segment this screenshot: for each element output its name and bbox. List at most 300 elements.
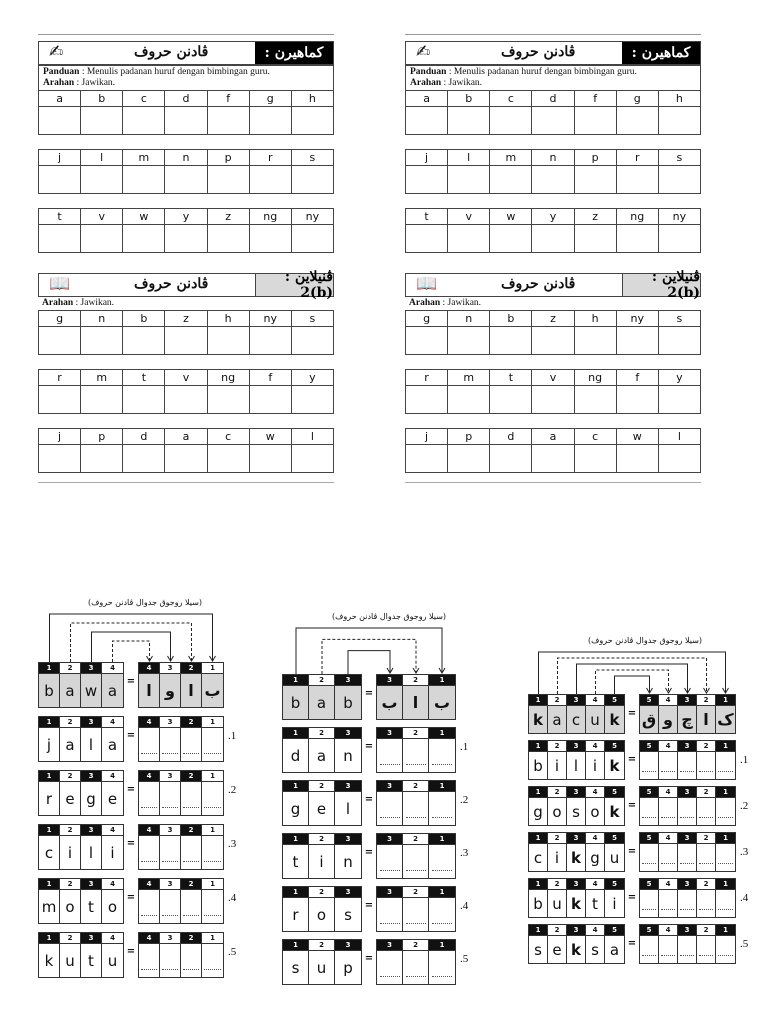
answer-cell[interactable] bbox=[249, 386, 291, 414]
letter-cell: l bbox=[291, 429, 333, 445]
answer-cell[interactable] bbox=[123, 386, 165, 414]
rumi-word-block bbox=[282, 674, 362, 720]
cell-number: 3 bbox=[678, 833, 696, 844]
answer-cell[interactable] bbox=[291, 386, 333, 414]
letter-cell: l bbox=[658, 429, 700, 445]
letter-cell: z bbox=[532, 311, 574, 327]
jawi-answer-cell[interactable] bbox=[160, 836, 180, 869]
answer-cell[interactable] bbox=[81, 386, 123, 414]
cell-number: 4 bbox=[102, 933, 123, 944]
jawi-worksheet-5-letters bbox=[528, 636, 763, 1016]
section2-grid bbox=[405, 310, 701, 473]
letter-cell: t bbox=[39, 209, 81, 225]
answer-cell[interactable] bbox=[165, 107, 207, 135]
letter-cell: k bbox=[529, 706, 547, 733]
letter-cell: g bbox=[39, 311, 81, 327]
letter-cell: p bbox=[81, 429, 123, 445]
letter-cell: o bbox=[65, 897, 75, 916]
answer-cell[interactable] bbox=[490, 166, 532, 194]
section2-title: ڤادنن حروف bbox=[501, 276, 576, 292]
answer-cell[interactable] bbox=[532, 386, 574, 414]
answer-cell[interactable] bbox=[39, 386, 81, 414]
letter-cell: p bbox=[448, 429, 490, 445]
answer-cell[interactable] bbox=[39, 107, 81, 135]
jawi-word-block bbox=[376, 674, 456, 720]
rumi-word-block bbox=[282, 780, 362, 826]
answer-cell[interactable] bbox=[448, 225, 490, 253]
jawi-answer-cell[interactable] bbox=[403, 845, 428, 878]
answer-cell[interactable] bbox=[165, 166, 207, 194]
answer-cell[interactable] bbox=[406, 327, 448, 355]
answer-cell[interactable] bbox=[532, 225, 574, 253]
mirror-arrow bbox=[322, 639, 416, 674]
answer-cell[interactable] bbox=[39, 327, 81, 355]
letter-cell: f bbox=[616, 370, 658, 386]
cell-number: 1 bbox=[529, 879, 547, 890]
rumi-word-block bbox=[528, 878, 625, 918]
cell-number: 1 bbox=[202, 771, 223, 782]
answer-cell[interactable] bbox=[658, 386, 700, 414]
jawi-answer-cell[interactable] bbox=[659, 936, 677, 963]
jawi-answer-cell[interactable] bbox=[377, 739, 402, 772]
jawi-answer-cell[interactable] bbox=[640, 890, 658, 917]
cell-number: 4 bbox=[139, 717, 159, 728]
rumi-word-block bbox=[528, 832, 625, 872]
answer-cell[interactable] bbox=[291, 107, 333, 135]
letter-cell: m bbox=[123, 150, 165, 166]
cell-number: 2 bbox=[403, 834, 428, 845]
answer-cell[interactable] bbox=[490, 445, 532, 473]
equals-sign: = bbox=[364, 741, 374, 752]
jawi-answer-cell[interactable] bbox=[160, 944, 180, 977]
cell-number: 2 bbox=[309, 781, 334, 792]
cell-number: 3 bbox=[678, 787, 696, 798]
exercise-row bbox=[528, 786, 748, 826]
answer-cell[interactable] bbox=[574, 225, 616, 253]
answer-cell[interactable] bbox=[490, 225, 532, 253]
cell-number: 2 bbox=[697, 833, 715, 844]
jawi-answer-cell[interactable] bbox=[659, 890, 677, 917]
cell-number: 2 bbox=[181, 825, 201, 836]
section2-badge: ڤنيلاين : (b)2 bbox=[622, 274, 700, 296]
jawi-answer-cell[interactable] bbox=[403, 792, 428, 825]
letter-table bbox=[38, 208, 334, 253]
equals-sign: = bbox=[627, 938, 637, 949]
letter-cell: j bbox=[39, 150, 81, 166]
letter-cell: m bbox=[490, 150, 532, 166]
jawi-answer-block bbox=[639, 740, 736, 780]
letter-cell: l bbox=[448, 150, 490, 166]
answer-cell[interactable] bbox=[574, 386, 616, 414]
answer-cell[interactable] bbox=[490, 327, 532, 355]
letter-cell: g bbox=[290, 799, 301, 818]
jawi-answer-cell[interactable] bbox=[659, 752, 677, 779]
jawi-answer-cell[interactable] bbox=[202, 944, 223, 977]
jawi-answer-cell[interactable] bbox=[678, 890, 696, 917]
answer-cell[interactable] bbox=[574, 327, 616, 355]
jawi-answer-cell[interactable] bbox=[659, 844, 677, 871]
cell-number: 1 bbox=[429, 834, 455, 845]
cell-number: 1 bbox=[39, 879, 59, 890]
jawi-answer-cell[interactable] bbox=[716, 844, 735, 871]
section2-header bbox=[38, 269, 334, 301]
cell-number: 4 bbox=[102, 771, 123, 782]
letter-cell: h bbox=[658, 91, 700, 107]
letter-cell: n bbox=[343, 746, 353, 765]
jawi-answer-cell[interactable] bbox=[181, 944, 201, 977]
cell-number: 4 bbox=[102, 825, 123, 836]
answer-cell[interactable] bbox=[448, 107, 490, 135]
equals-sign: = bbox=[364, 794, 374, 805]
exercise-row bbox=[38, 716, 236, 762]
letter-cell: a bbox=[406, 91, 448, 107]
answer-cell[interactable] bbox=[207, 386, 249, 414]
jawi-answer-cell[interactable] bbox=[678, 798, 696, 825]
letter-cell: t bbox=[123, 370, 165, 386]
answer-cell[interactable] bbox=[658, 166, 700, 194]
answer-cell[interactable] bbox=[39, 445, 81, 473]
letter-cell: r bbox=[292, 905, 299, 924]
jawi-answer-cell[interactable] bbox=[403, 951, 428, 984]
rumi-word-block bbox=[38, 878, 124, 924]
cell-number: 1 bbox=[529, 787, 547, 798]
mirror-arrow bbox=[615, 676, 650, 694]
answer-cell[interactable] bbox=[291, 327, 333, 355]
answer-cell[interactable] bbox=[616, 166, 658, 194]
item-number: .3 bbox=[228, 838, 237, 850]
jawi-answer-cell[interactable] bbox=[139, 890, 159, 923]
cell-number: 4 bbox=[586, 741, 604, 752]
answer-cell[interactable] bbox=[532, 166, 574, 194]
arrow-head bbox=[413, 668, 419, 673]
jawi-answer-cell[interactable] bbox=[181, 836, 201, 869]
cell-number: 2 bbox=[181, 933, 201, 944]
book-icon: 📖 bbox=[49, 274, 71, 294]
jawi-answer-cell[interactable] bbox=[697, 752, 715, 779]
mirror-arrows bbox=[528, 648, 736, 694]
jawi-answer-cell[interactable] bbox=[697, 798, 715, 825]
cell-number: 2 bbox=[697, 695, 715, 706]
answer-cell[interactable] bbox=[574, 445, 616, 473]
cell-number: 1 bbox=[529, 833, 547, 844]
letter-cell: a bbox=[309, 686, 334, 719]
letter-cell: e bbox=[65, 789, 75, 808]
jawi-answer-cell[interactable] bbox=[181, 782, 201, 815]
answer-cell[interactable] bbox=[123, 225, 165, 253]
answer-cell[interactable] bbox=[406, 445, 448, 473]
cell-number: 2 bbox=[403, 940, 428, 951]
jawi-answer-cell[interactable] bbox=[697, 936, 715, 963]
answer-cell[interactable] bbox=[448, 445, 490, 473]
jawi-answer-cell[interactable] bbox=[678, 844, 696, 871]
answer-cell[interactable] bbox=[291, 225, 333, 253]
exercise-row bbox=[282, 780, 468, 826]
letter-cell: j bbox=[406, 429, 448, 445]
equals-sign: = bbox=[364, 953, 374, 964]
letter-cell: b bbox=[490, 311, 532, 327]
cell-number: 3 bbox=[160, 879, 180, 890]
jawi-answer-cell[interactable] bbox=[139, 944, 159, 977]
jawi-answer-cell[interactable] bbox=[429, 951, 455, 984]
cell-number: 1 bbox=[283, 675, 308, 686]
letter-cell: g bbox=[590, 848, 600, 867]
jawi-answer-block bbox=[138, 716, 224, 762]
jawi-answer-cell[interactable] bbox=[403, 739, 428, 772]
answer-cell[interactable] bbox=[616, 225, 658, 253]
letter-cell: ا bbox=[697, 706, 715, 733]
letter-cell: w bbox=[616, 429, 658, 445]
cell-number: 2 bbox=[60, 933, 80, 944]
cell-number: 3 bbox=[567, 833, 585, 844]
answer-cell[interactable] bbox=[81, 327, 123, 355]
jawi-answer-cell[interactable] bbox=[181, 890, 201, 923]
letter-cell: e bbox=[552, 940, 562, 959]
letter-cell: b bbox=[533, 756, 543, 775]
answer-cell[interactable] bbox=[406, 225, 448, 253]
answer-cell[interactable] bbox=[291, 166, 333, 194]
answer-cell[interactable] bbox=[249, 107, 291, 135]
letter-cell: k bbox=[571, 894, 581, 913]
jawi-answer-cell[interactable] bbox=[377, 792, 402, 825]
answer-cell[interactable] bbox=[207, 445, 249, 473]
answer-cell[interactable] bbox=[123, 327, 165, 355]
letter-cell: d bbox=[165, 91, 207, 107]
exercise-row bbox=[282, 833, 468, 879]
answer-cell[interactable] bbox=[165, 386, 207, 414]
section2-badge: ڤنيلاين : (b)2 bbox=[255, 274, 333, 296]
jawi-answer-cell[interactable] bbox=[139, 728, 159, 761]
cell-number: 4 bbox=[102, 663, 123, 674]
cell-number: 2 bbox=[403, 728, 428, 739]
letter-cell: r bbox=[39, 370, 81, 386]
exercise-row bbox=[38, 878, 236, 924]
answer-cell[interactable] bbox=[658, 225, 700, 253]
jawi-answer-cell[interactable] bbox=[429, 792, 455, 825]
cell-number: 2 bbox=[309, 834, 334, 845]
item-number: .3 bbox=[460, 847, 469, 859]
cell-number: 1 bbox=[529, 695, 547, 706]
jawi-answer-block bbox=[639, 924, 736, 964]
letter-cell: ny bbox=[249, 311, 291, 327]
letter-cell: a bbox=[548, 706, 566, 733]
answer-cell[interactable] bbox=[165, 225, 207, 253]
letter-cell: b bbox=[39, 674, 59, 707]
cell-number: 1 bbox=[39, 717, 59, 728]
letter-cell: v bbox=[532, 370, 574, 386]
cell-number: 2 bbox=[403, 675, 428, 686]
letter-cell: v bbox=[448, 209, 490, 225]
section2-instructions: Arahan : Jawikan. bbox=[409, 298, 482, 308]
answer-cell[interactable] bbox=[81, 166, 123, 194]
cell-number: 2 bbox=[181, 717, 201, 728]
cell-number: 3 bbox=[81, 663, 101, 674]
equals-sign: = bbox=[364, 900, 374, 911]
letter-cell: s bbox=[291, 311, 333, 327]
jawi-answer-cell[interactable] bbox=[678, 936, 696, 963]
rumi-word-block bbox=[282, 886, 362, 932]
answer-cell[interactable] bbox=[81, 445, 123, 473]
letter-cell: o bbox=[316, 905, 327, 924]
example-row bbox=[38, 662, 224, 708]
jawi-answer-cell[interactable] bbox=[640, 844, 658, 871]
answer-cell[interactable] bbox=[574, 166, 616, 194]
jawi-answer-cell[interactable] bbox=[640, 752, 658, 779]
answer-cell[interactable] bbox=[658, 327, 700, 355]
cell-number: 1 bbox=[716, 925, 735, 936]
cell-number: 5 bbox=[640, 787, 658, 798]
cell-number: 3 bbox=[81, 879, 101, 890]
equals-sign: = bbox=[364, 847, 374, 858]
jawi-answer-cell[interactable] bbox=[716, 890, 735, 917]
letter-cell: a bbox=[39, 91, 81, 107]
answer-cell[interactable] bbox=[207, 107, 249, 135]
jawi-answer-cell[interactable] bbox=[202, 836, 223, 869]
answer-cell[interactable] bbox=[249, 445, 291, 473]
cell-number: 1 bbox=[202, 717, 223, 728]
answer-cell[interactable] bbox=[448, 327, 490, 355]
answer-cell[interactable] bbox=[81, 107, 123, 135]
letter-cell: i bbox=[67, 843, 73, 862]
jawi-answer-cell[interactable] bbox=[181, 728, 201, 761]
answer-cell[interactable] bbox=[490, 386, 532, 414]
letter-cell: i bbox=[554, 848, 560, 867]
letter-table bbox=[38, 428, 334, 473]
answer-cell[interactable] bbox=[406, 386, 448, 414]
cell-number: 4 bbox=[139, 879, 159, 890]
letter-cell: r bbox=[45, 789, 53, 808]
jawi-answer-cell[interactable] bbox=[640, 798, 658, 825]
answer-cell[interactable] bbox=[39, 166, 81, 194]
cell-number: 3 bbox=[335, 834, 361, 845]
item-number: .5 bbox=[740, 938, 749, 950]
answer-cell[interactable] bbox=[448, 166, 490, 194]
answer-cell[interactable] bbox=[616, 386, 658, 414]
answer-cell[interactable] bbox=[39, 225, 81, 253]
letter-cell: t bbox=[292, 852, 299, 871]
jawi-answer-cell[interactable] bbox=[202, 890, 223, 923]
letter-cell: c bbox=[123, 91, 165, 107]
answer-cell[interactable] bbox=[123, 445, 165, 473]
cell-number: 3 bbox=[335, 675, 361, 686]
letter-cell: j bbox=[46, 735, 52, 754]
cell-number: 2 bbox=[181, 771, 201, 782]
answer-cell[interactable] bbox=[207, 166, 249, 194]
jawi-answer-cell[interactable] bbox=[160, 728, 180, 761]
jawi-answer-cell[interactable] bbox=[429, 739, 455, 772]
answer-cell[interactable] bbox=[406, 166, 448, 194]
cell-number: 3 bbox=[335, 887, 361, 898]
answer-cell[interactable] bbox=[165, 445, 207, 473]
jawi-answer-cell[interactable] bbox=[678, 752, 696, 779]
cell-number: 2 bbox=[309, 675, 334, 686]
letter-cell: g bbox=[249, 91, 291, 107]
answer-cell[interactable] bbox=[249, 166, 291, 194]
letter-table bbox=[405, 428, 701, 473]
cell-number: 2 bbox=[697, 925, 715, 936]
letter-cell: i bbox=[592, 756, 598, 775]
answer-cell[interactable] bbox=[123, 166, 165, 194]
jawi-answer-cell[interactable] bbox=[429, 898, 455, 931]
cell-number: 1 bbox=[202, 879, 223, 890]
answer-cell[interactable] bbox=[616, 327, 658, 355]
jawi-answer-cell[interactable] bbox=[403, 898, 428, 931]
jawi-answer-block bbox=[376, 727, 456, 773]
letter-cell: d bbox=[123, 429, 165, 445]
answer-cell[interactable] bbox=[207, 225, 249, 253]
cell-number: 1 bbox=[283, 834, 308, 845]
answer-cell[interactable] bbox=[532, 107, 574, 135]
equals-sign: = bbox=[126, 730, 136, 741]
cell-number: 5 bbox=[605, 695, 624, 706]
answer-cell[interactable] bbox=[165, 327, 207, 355]
answer-cell[interactable] bbox=[123, 107, 165, 135]
cell-number: 1 bbox=[202, 825, 223, 836]
rumi-word-block bbox=[38, 716, 124, 762]
answer-cell[interactable] bbox=[448, 386, 490, 414]
letter-cell: b bbox=[283, 686, 308, 719]
section1-grid bbox=[405, 90, 701, 253]
jawi-answer-cell[interactable] bbox=[697, 844, 715, 871]
cell-number: 3 bbox=[567, 741, 585, 752]
jawi-answer-cell[interactable] bbox=[377, 951, 402, 984]
answer-cell[interactable] bbox=[532, 445, 574, 473]
cell-number: 3 bbox=[678, 695, 696, 706]
answer-cell[interactable] bbox=[574, 107, 616, 135]
jawi-answer-cell[interactable] bbox=[716, 936, 735, 963]
exercise-row bbox=[282, 886, 468, 932]
answer-cell[interactable] bbox=[658, 107, 700, 135]
jawi-answer-cell[interactable] bbox=[202, 782, 223, 815]
letter-cell: b bbox=[123, 311, 165, 327]
jawi-worksheet-3-letters bbox=[282, 612, 492, 992]
jawi-answer-cell[interactable] bbox=[716, 798, 735, 825]
answer-cell[interactable] bbox=[207, 327, 249, 355]
cell-number: 3 bbox=[81, 825, 101, 836]
answer-cell[interactable] bbox=[658, 445, 700, 473]
cell-number: 3 bbox=[81, 771, 101, 782]
answer-cell[interactable] bbox=[406, 107, 448, 135]
answer-cell[interactable] bbox=[291, 445, 333, 473]
jawi-answer-cell[interactable] bbox=[640, 936, 658, 963]
teacher-icon: ✍ bbox=[416, 42, 431, 62]
jawi-answer-cell[interactable] bbox=[160, 890, 180, 923]
rumi-word-block bbox=[528, 740, 625, 780]
answer-cell[interactable] bbox=[616, 107, 658, 135]
letter-cell: n bbox=[532, 150, 574, 166]
answer-cell[interactable] bbox=[81, 225, 123, 253]
section1-badge: كماهيرن : bbox=[255, 42, 333, 64]
jawi-answer-cell[interactable] bbox=[659, 798, 677, 825]
answer-cell[interactable] bbox=[616, 445, 658, 473]
answer-cell[interactable] bbox=[249, 327, 291, 355]
jawi-answer-cell[interactable] bbox=[139, 782, 159, 815]
answer-cell[interactable] bbox=[490, 107, 532, 135]
jawi-answer-cell[interactable] bbox=[716, 752, 735, 779]
jawi-answer-cell[interactable] bbox=[377, 898, 402, 931]
exercise-row bbox=[528, 878, 748, 918]
jawi-answer-cell[interactable] bbox=[160, 782, 180, 815]
jawi-answer-cell[interactable] bbox=[377, 845, 402, 878]
cell-number: 2 bbox=[60, 825, 80, 836]
jawi-answer-cell[interactable] bbox=[202, 728, 223, 761]
jawi-answer-cell[interactable] bbox=[697, 890, 715, 917]
letter-cell: y bbox=[532, 209, 574, 225]
jawi-answer-cell[interactable] bbox=[139, 836, 159, 869]
letter-cell: y bbox=[291, 370, 333, 386]
answer-cell[interactable] bbox=[249, 225, 291, 253]
answer-cell[interactable] bbox=[532, 327, 574, 355]
jawi-answer-cell[interactable] bbox=[429, 845, 455, 878]
